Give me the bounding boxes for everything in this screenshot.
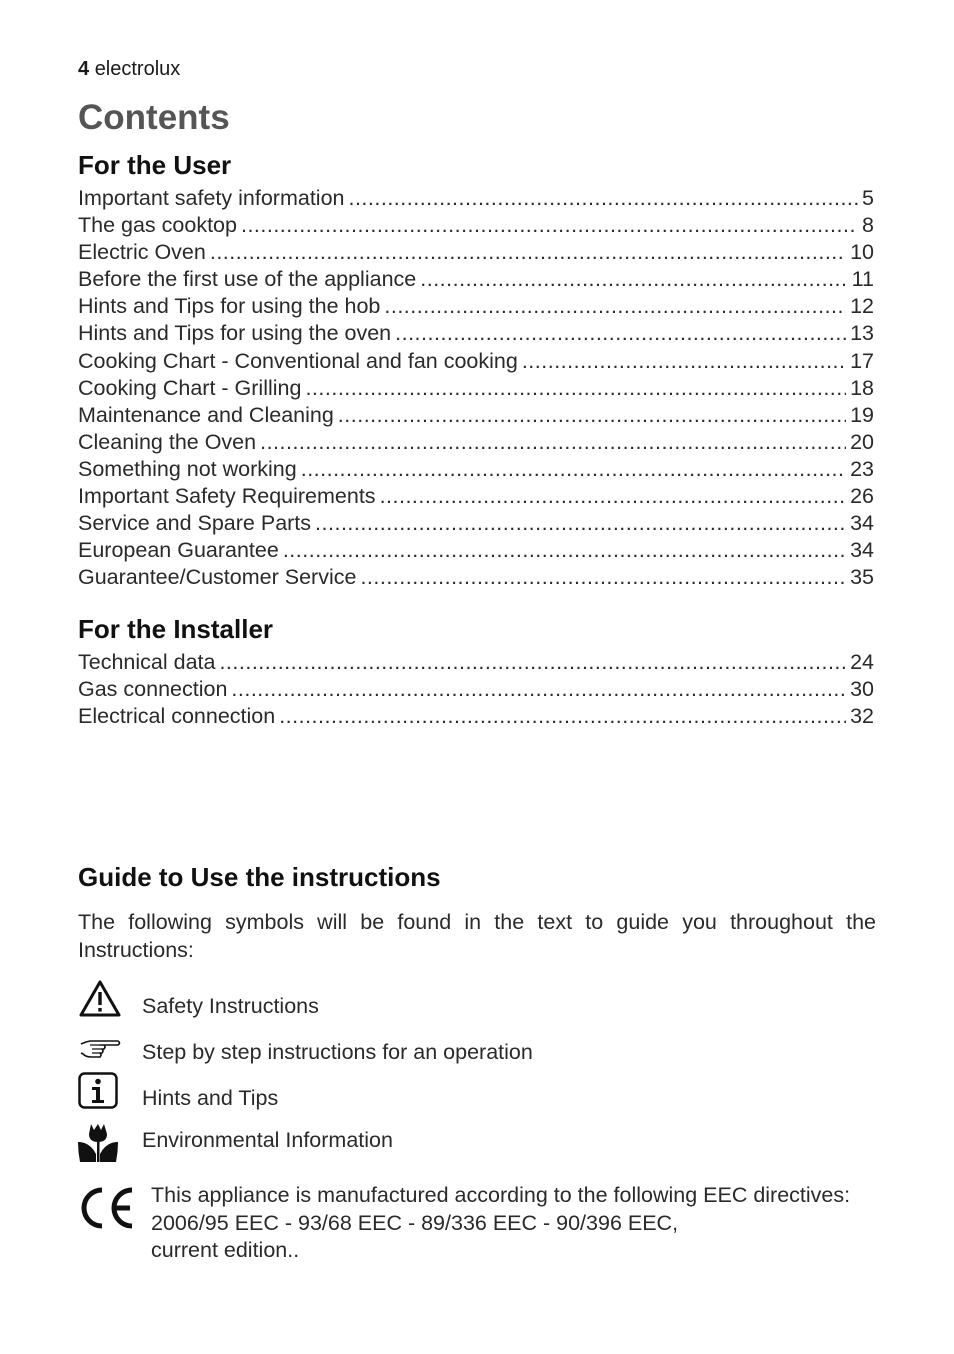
toc-entry-page: 17 <box>850 348 874 373</box>
page-number: 4 <box>78 58 90 80</box>
toc-entry[interactable] <box>78 267 874 294</box>
toc-entry-page: 20 <box>850 429 874 454</box>
user-section-heading: For the User <box>78 150 232 180</box>
toc-entry-page: 12 <box>850 294 874 319</box>
toc-entry[interactable] <box>78 484 874 511</box>
toc-entry-label: Guarantee/Customer Service <box>78 565 357 590</box>
symbol-label: Environmental Information <box>142 1128 393 1152</box>
toc-entry[interactable] <box>78 213 874 240</box>
toc-dot-leader <box>338 403 846 428</box>
symbol-label: Step by step instructions for an operation <box>142 1040 533 1064</box>
toc-entry[interactable] <box>78 677 874 704</box>
toc-dot-leader <box>283 538 846 563</box>
toc-dot-leader <box>380 484 847 509</box>
toc-entry-label: Electrical connection <box>78 704 276 729</box>
toc-entry-label: Technical data <box>78 650 216 674</box>
toc-entry-label: Before the first use of the appliance <box>78 267 417 292</box>
toc-entry[interactable] <box>78 538 874 565</box>
ce-line-3: current edition.. <box>151 1238 300 1262</box>
toc-entry-label: Maintenance and Cleaning <box>78 402 334 427</box>
symbol-row-safety <box>78 978 878 1022</box>
ce-line-1: This appliance is manufactured according to the following EEC directives: <box>151 1183 851 1207</box>
toc-dot-leader <box>420 267 847 292</box>
guide-intro: The following symbols will be found in the text to guide you throughout the Instructions: <box>78 910 876 962</box>
toc-entry[interactable] <box>78 349 874 376</box>
toc-entry[interactable] <box>78 565 874 592</box>
warning-triangle-icon <box>78 978 122 1022</box>
ce-line-2: 2006/95 EEC - 93/68 EEC - 89/336 EEC - 90/396 EEC, <box>151 1210 679 1235</box>
ce-notice-text <box>151 1182 850 1265</box>
toc-entry-page: 34 <box>850 511 874 536</box>
toc-entry[interactable] <box>78 294 874 321</box>
toc-entry-label: Hints and Tips for using the hob <box>78 294 381 319</box>
toc-entry[interactable] <box>78 186 874 213</box>
toc-dot-leader <box>241 213 858 238</box>
toc-entry-label: Hints and Tips for using the oven <box>78 321 392 346</box>
toc-entry-page: 24 <box>850 650 874 674</box>
toc-entry-label: Cleaning the Oven <box>78 429 257 454</box>
toc-entry-page: 34 <box>850 538 874 563</box>
toc-entry[interactable] <box>78 457 874 484</box>
toc-entry-page: 13 <box>850 321 874 346</box>
toc-entry-label: Cooking Chart - Grilling <box>78 375 302 400</box>
toc-entry-label: Service and Spare Parts <box>78 511 312 536</box>
toc-entry-page: 35 <box>850 565 874 590</box>
toc-entry[interactable] <box>78 511 874 538</box>
symbol-label: Hints and Tips <box>142 1086 279 1110</box>
toc-dot-leader <box>360 565 846 590</box>
info-icon <box>78 1072 122 1116</box>
brand-name: electrolux <box>94 58 181 80</box>
toc-dot-leader <box>301 457 846 482</box>
toc-dot-leader <box>315 511 846 536</box>
toc-entry-page: 30 <box>850 677 874 702</box>
symbol-label: Safety Instructions <box>142 994 319 1018</box>
toc-entry[interactable] <box>78 650 874 677</box>
toc-dot-leader <box>210 240 846 265</box>
toc-entry-page: 5 <box>862 186 874 210</box>
toc-dot-leader <box>279 704 846 729</box>
toc-dot-leader <box>260 430 846 455</box>
toc-entry-label: Cooking Chart - Conventional and fan cooking <box>78 348 518 373</box>
toc-entry[interactable] <box>78 704 874 731</box>
installer-section-heading: For the Installer <box>78 614 274 644</box>
toc-entry[interactable] <box>78 430 874 457</box>
toc-entry-page: 32 <box>850 704 874 729</box>
ce-mark-icon <box>78 1186 136 1230</box>
toc-entry-page: 11 <box>851 267 874 292</box>
toc-entry-page: 19 <box>850 402 874 427</box>
toc-entry-label: Important safety information <box>78 186 345 210</box>
toc-dot-leader <box>219 650 846 675</box>
toc-entry-label: European Guarantee <box>78 538 279 563</box>
toc-entry-page: 18 <box>850 375 874 400</box>
toc-dot-leader <box>522 349 846 374</box>
toc-entry[interactable] <box>78 403 874 430</box>
toc-entry[interactable] <box>78 240 874 267</box>
toc-entry[interactable] <box>78 376 874 403</box>
guide-heading: Guide to Use the instructions <box>78 862 441 892</box>
ce-notice <box>78 1182 898 1272</box>
page-title: Contents <box>78 98 230 137</box>
toc-entry-label: The gas cooktop <box>78 213 237 238</box>
symbol-row-steps <box>78 1032 878 1076</box>
toc-entry-label: Something not working <box>78 456 297 481</box>
page-header <box>78 58 180 81</box>
pointing-hand-icon <box>78 1032 122 1076</box>
toc-entry-page: 23 <box>850 456 874 481</box>
installer-toc-list <box>78 650 874 731</box>
toc-entry-page: 8 <box>862 213 874 238</box>
toc-dot-leader <box>395 321 846 346</box>
toc-entry-label: Electric Oven <box>78 240 206 265</box>
symbol-row-environment <box>78 1122 878 1166</box>
user-toc-list <box>78 186 874 592</box>
environment-flower-icon <box>78 1122 122 1166</box>
toc-entry-page: 26 <box>850 484 874 509</box>
toc-entry-label: Important Safety Requirements <box>78 484 376 509</box>
toc-dot-leader <box>305 376 846 401</box>
toc-entry-page: 10 <box>850 240 874 265</box>
toc-entry-label: Gas connection <box>78 677 228 702</box>
toc-dot-leader <box>231 677 846 702</box>
toc-entry[interactable] <box>78 321 874 348</box>
symbol-row-hints <box>78 1072 878 1116</box>
toc-dot-leader <box>384 294 846 319</box>
toc-dot-leader <box>348 186 858 211</box>
